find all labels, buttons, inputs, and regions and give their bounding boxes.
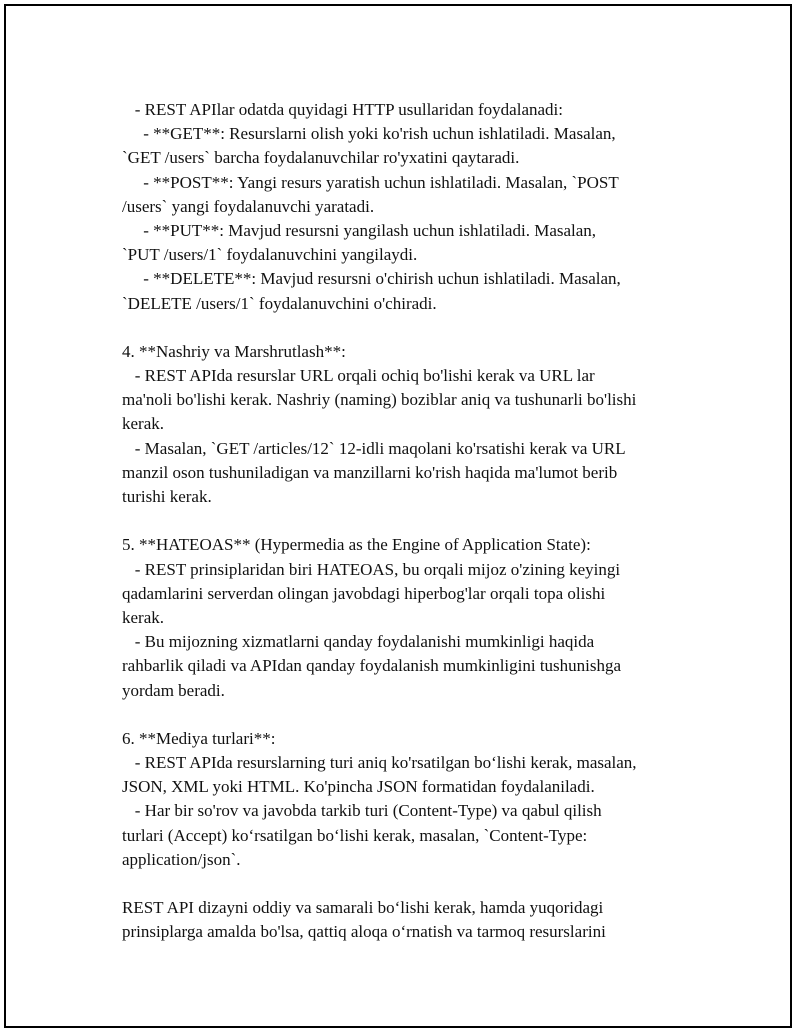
text-line: kerak. (122, 414, 165, 434)
text-line: - REST prinsiplaridan biri HATEOAS, bu orqali mijoz o'zining keyingi (122, 559, 621, 579)
blank-line (122, 316, 702, 340)
text-line: JSON, XML yoki HTML. Ko'pincha JSON formatidan foydalaniladi. (122, 777, 595, 797)
text-line: - **POST**: Yangi resurs yaratish uchun ishlatiladi. Masalan, `POST (122, 172, 619, 192)
section-heading: 5. **HATEOAS** (Hypermedia as the Engine of Application State): (122, 535, 591, 555)
page-frame (4, 4, 792, 1028)
section-heading: 4. **Nashriy va Marshrutlash**: (122, 341, 346, 361)
blank-line (122, 872, 702, 896)
text-line: `DELETE /users/1` foydalanuvchini o'chiradi. (122, 293, 437, 313)
text-line: yordam beradi. (122, 680, 225, 700)
text-line: - **GET**: Resurslarni olish yoki ko'rish uchun ishlatiladi. Masalan, (122, 124, 616, 144)
text-line: - Bu mijozning xizmatlarni qanday foydalanishi mumkinligi haqida (122, 632, 595, 652)
text-line: - REST APIda resurslar URL orqali ochiq bo'lishi kerak va URL lar (122, 366, 595, 386)
text-line: - Masalan, `GET /articles/12` 12-idli maqolani ko'rsatishi kerak va URL (122, 438, 626, 458)
text-line: prinsiplarga amalda bo'lsa, qattiq aloqa oʻrnatish va tarmoq resurslarini (122, 922, 606, 942)
text-line: - Har bir so'rov va javobda tarkib turi (Content-Type) va qabul qilish (122, 801, 602, 821)
text-line: qadamlarini serverdan olingan javobdagi hiperbog'lar orqali topa olishi (122, 583, 606, 603)
text-line: - **PUT**: Mavjud resursni yangilash uchun ishlatiladi. Masalan, (122, 220, 597, 240)
text-line: turishi kerak. (122, 487, 212, 506)
text-line: - REST APIda resurslarning turi aniq ko'rsatilgan boʻlishi kerak, masalan, (122, 753, 637, 773)
text-line: `PUT /users/1` foydalanuvchini yangilaydi. (122, 245, 418, 265)
text-line: turlari (Accept) koʻrsatilgan boʻlishi kerak, masalan, `Content-Type: (122, 825, 588, 845)
text-line: ma'noli bo'lishi kerak. Nashriy (naming) boziblar aniq va tushunarli bo'lishi (122, 390, 637, 410)
blank-line (122, 509, 702, 533)
text-line: manzil oson tushuniladigan va manzillarni ko'rish haqida ma'lumot berib (122, 462, 618, 482)
text-line: rahbarlik qiladi va APIdan qanday foydalanish mumkinligini tushunishga (122, 656, 622, 676)
text-line: /users` yangi foydalanuvchi yaratadi. (122, 196, 375, 216)
text-line: - REST APIlar odatda quyidagi HTTP usullaridan foydalanadi: (122, 100, 563, 119)
section-heading: 6. **Mediya turlari**: (122, 728, 276, 748)
text-line: kerak. (122, 607, 165, 627)
text-line: - **DELETE**: Mavjud resursni o'chirish uchun ishlatiladi. Masalan, (122, 269, 621, 289)
document-body (122, 98, 702, 945)
text-line: `GET /users` barcha foydalanuvchilar ro'yxatini qaytaradi. (122, 148, 520, 168)
blank-line (122, 703, 702, 727)
text-line: REST API dizayni oddiy va samarali boʻlishi kerak, hamda yuqoridagi (122, 898, 604, 918)
text-line: application/json`. (122, 849, 241, 869)
